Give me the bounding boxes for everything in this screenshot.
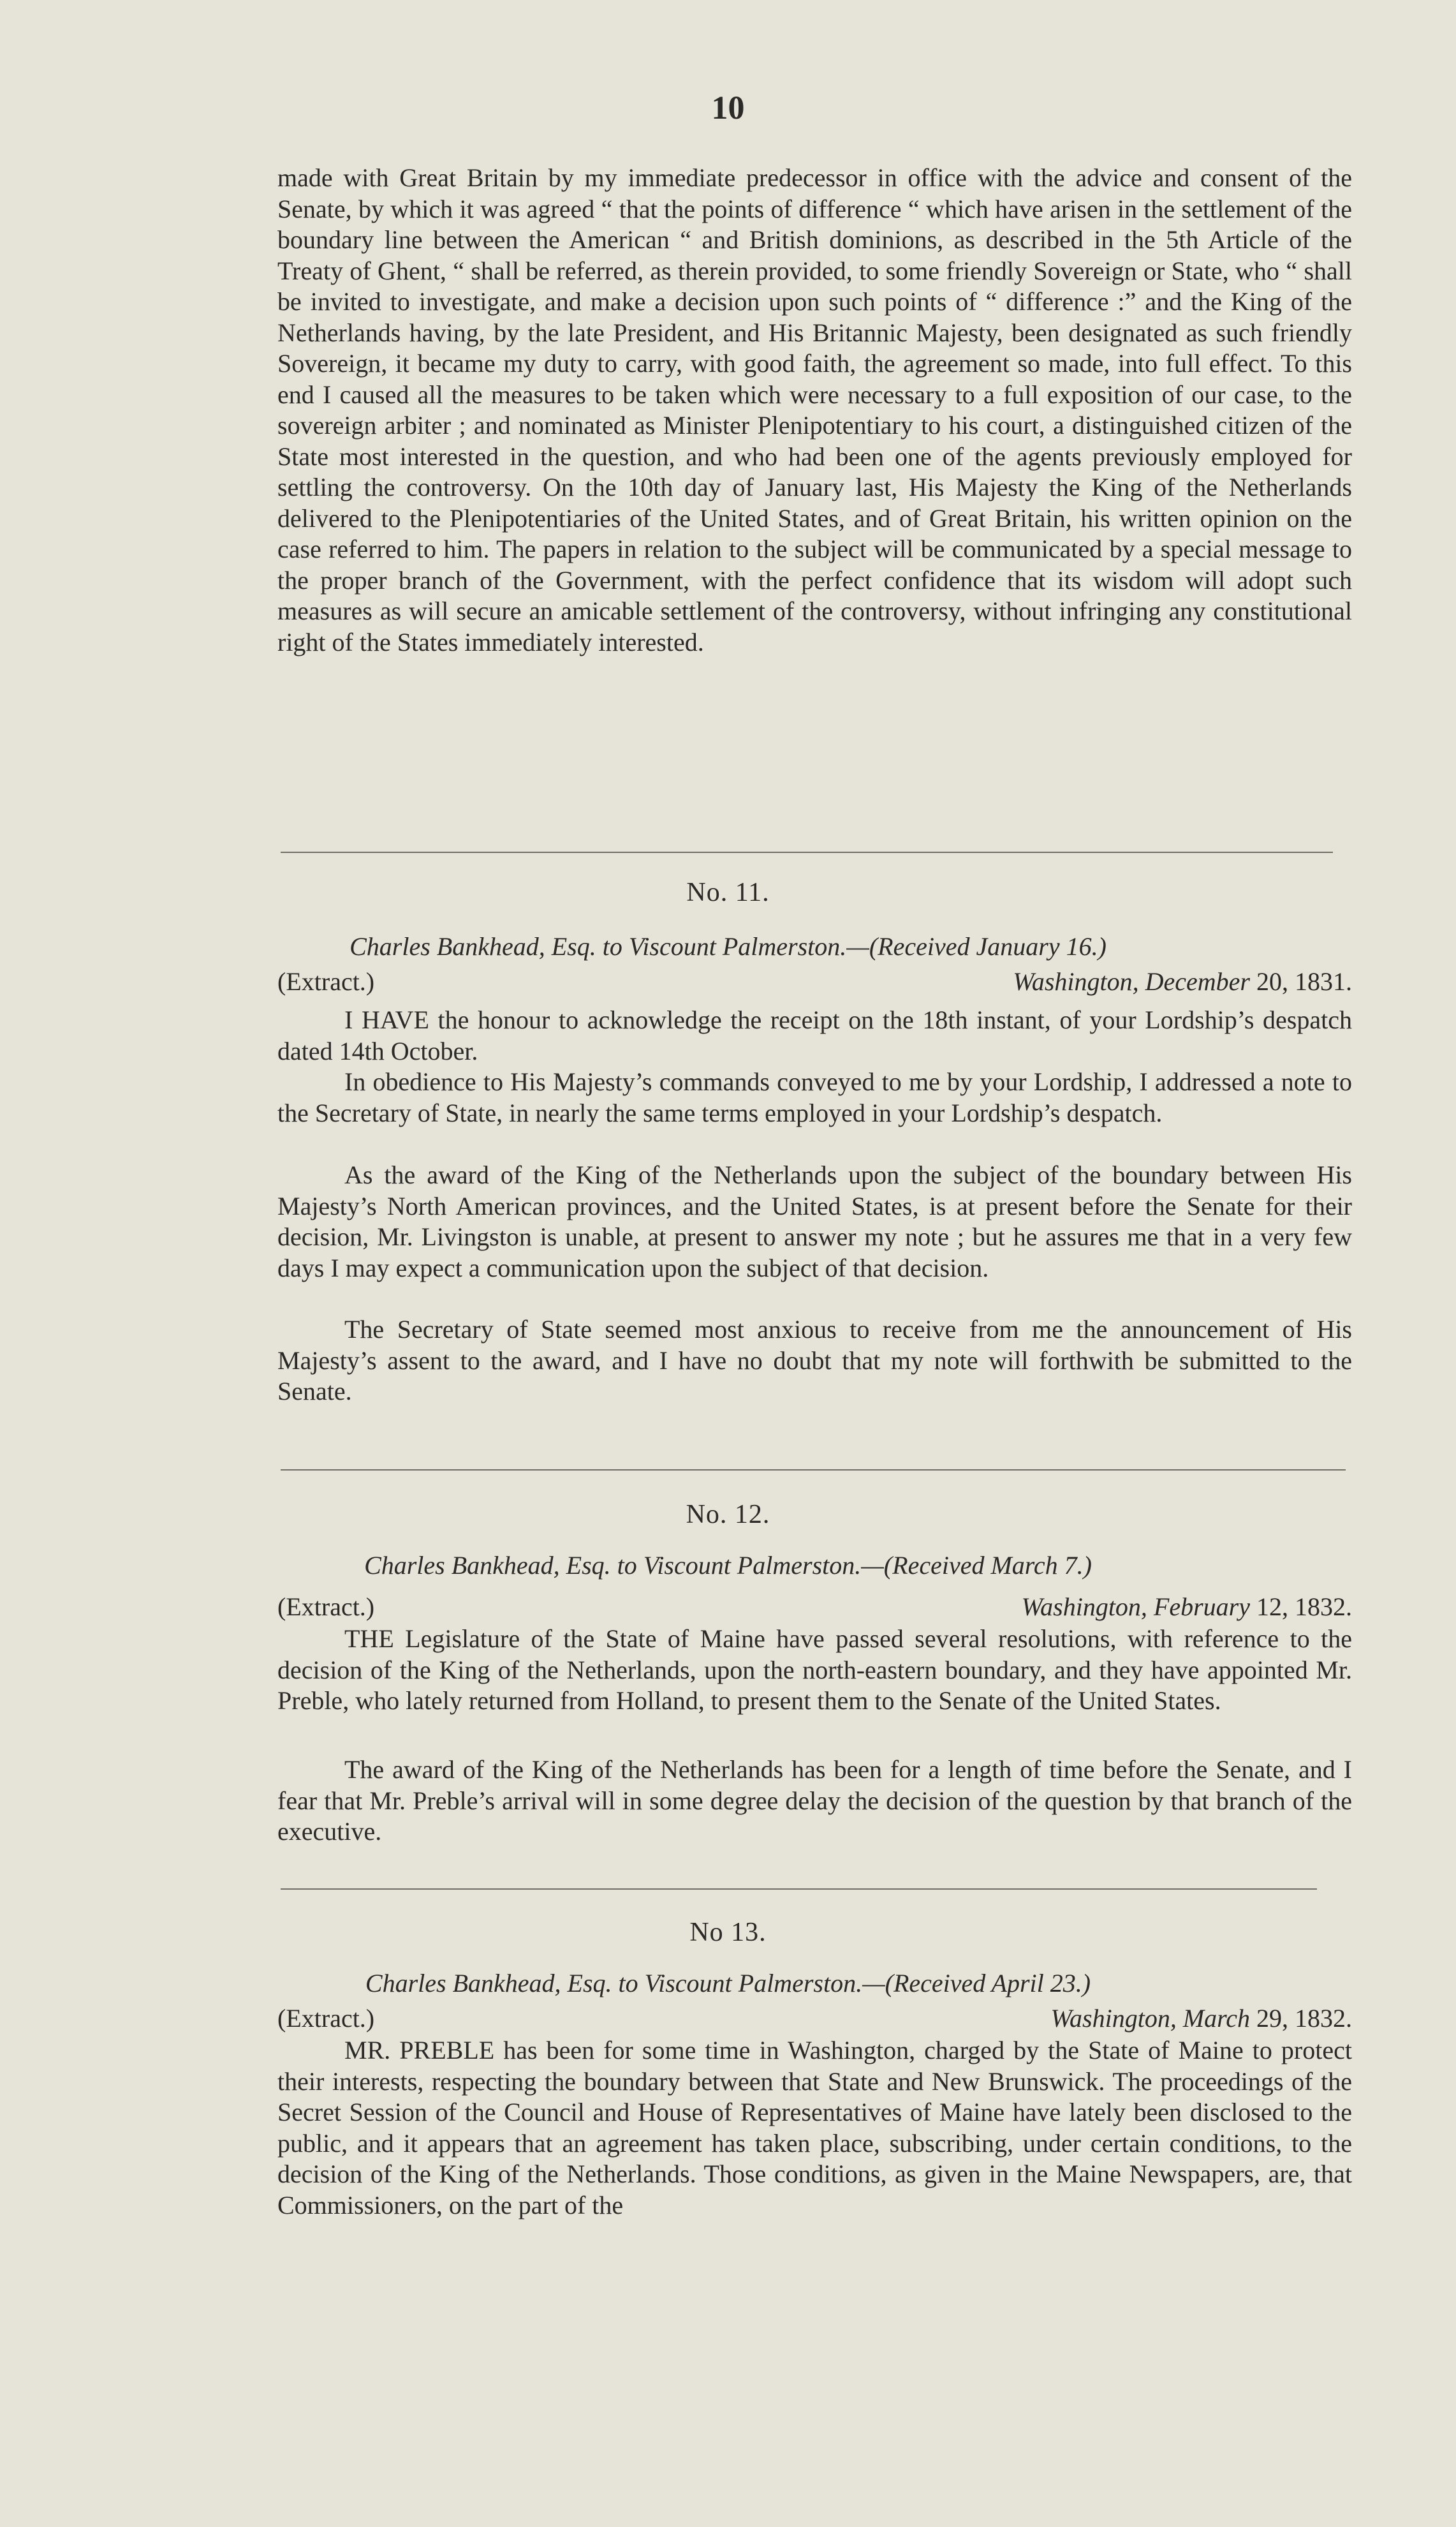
section-divider (281, 1888, 1317, 1890)
letter-date (1050, 2003, 1352, 2033)
section-divider (281, 852, 1333, 853)
extract-label: (Extract.) (277, 1592, 375, 1621)
letter-paragraph: The Secretary of State seemed most anxious to receive from me the announcement of His Majesty’s assent to the award, and I have no doubt that my note will forthwith be submitted to the Senate. (277, 1315, 1352, 1405)
letter-number: No 13. (689, 1918, 767, 1947)
letter-date-value: 20, 1831. (1250, 967, 1352, 996)
letter-paragraph: THE Legislature of the State of Maine have passed several resolutions, with reference to the decision of the King of the Netherlands, upon the north-eastern boundary, and they have appointed Mr. Preble, who lately returned from Holland, to present them to the Senate of the United States. (277, 1624, 1352, 1715)
letter-place: Washington, March (1050, 2004, 1250, 2033)
page-number: 10 (711, 90, 745, 126)
letter-number: No. 11. (686, 878, 770, 907)
letter-date-value: 29, 1832. (1250, 2004, 1352, 2033)
letter-paragraph: As the award of the King of the Netherlands upon the subject of the boundary between His Majesty’s North American provinces, and the United States, is at present before the Senate for their decision, Mr. Livingston is unable, at present to answer my note ; but he assures me that in a very few days I may expect a communication upon the subject of that decision. (277, 1160, 1352, 1282)
letter-paragraph: In obedience to His Majesty’s commands conveyed to me by your Lordship, I addressed a note to the Secretary of State, in nearly the same terms employed in your Lordship’s despatch. (277, 1067, 1352, 1127)
letter-paragraph: I HAVE the honour to acknowledge the receipt on the 18th instant, of your Lordship’s despatch dated 14th October. (277, 1005, 1352, 1065)
letter-place: Washington, December (1013, 967, 1250, 996)
letter-sender: Charles Bankhead, Esq. to Viscount Palmerston.—(Received April 23.) (365, 1969, 1091, 1997)
letter-date (1013, 967, 1352, 997)
letter-paragraph: MR. PREBLE has been for some time in Washington, charged by the State of Maine to protect their interests, respecting the boundary between that State and New Brunswick. The proceedings of the Secret Session of the Council and House of Representatives of Maine have lately been disclosed to the public, and it appears that an agreement has taken place, subscribing, under certain conditions, to the decision of the King of the Netherlands. Those conditions, as given in the Maine Newspapers, are, that Commissioners, on the part of the (277, 2036, 1352, 2219)
section-divider (281, 1469, 1346, 1471)
extract-label: (Extract.) (277, 2004, 375, 2033)
letter-date-value: 12, 1832. (1250, 1592, 1352, 1621)
opening-paragraph: made with Great Britain by my immediate predecessor in office with the advice and consent of the Senate, by which it was agreed “ that the points of difference “ which have arisen in the settlement of the boundary line between the American “ and British dominions, as described in the 5th Article of the Treaty of Ghent, “ shall be referred, as therein provided, to some friendly Sovereign or State, who “ shall be invited to investigate, and make a decision upon such points of “ difference :” and the King of the Netherlands having, by the late President, and His Britannic Majesty, been designated as such friendly Sovereign, it became my duty to carry, with good faith, the agreement so made, into full effect. To this end I caused all the measures to be taken which were necessary to a full exposition of our case, to the sovereign arbiter ; and nominated as Minister Plenipotentiary to his court, a distinguished citizen of the State most interested in the question, and who had been one of the agents previously employed for settling the controversy. On the 10th day of January last, His Majesty the King of the Netherlands delivered to the Plenipotentiaries of the United States, and of Great Britain, his written opinion on the case referred to him. The papers in relation to the subject will be communicated by a special message to the proper branch of the Government, with the perfect confidence that its wisdom will adopt such measures as will secure an amicable settlement of the controversy, without infringing any constitutional right of the States immediately interested. (277, 163, 1352, 656)
letter-sender: Charles Bankhead, Esq. to Viscount Palmerston.—(Received March 7.) (364, 1551, 1092, 1580)
extract-label: (Extract.) (277, 967, 375, 996)
letter-sender: Charles Bankhead, Esq. to Viscount Palmerston.—(Received January 16.) (349, 932, 1107, 961)
letter-number: No. 12. (686, 1500, 770, 1529)
letter-date (1021, 1592, 1352, 1622)
letter-paragraph: The award of the King of the Netherlands has been for a length of time before the Senate, and I fear that Mr. Preble’s arrival will in some degree delay the decision of the question by that branch of the executive. (277, 1755, 1352, 1846)
letter-place: Washington, February (1021, 1592, 1250, 1621)
